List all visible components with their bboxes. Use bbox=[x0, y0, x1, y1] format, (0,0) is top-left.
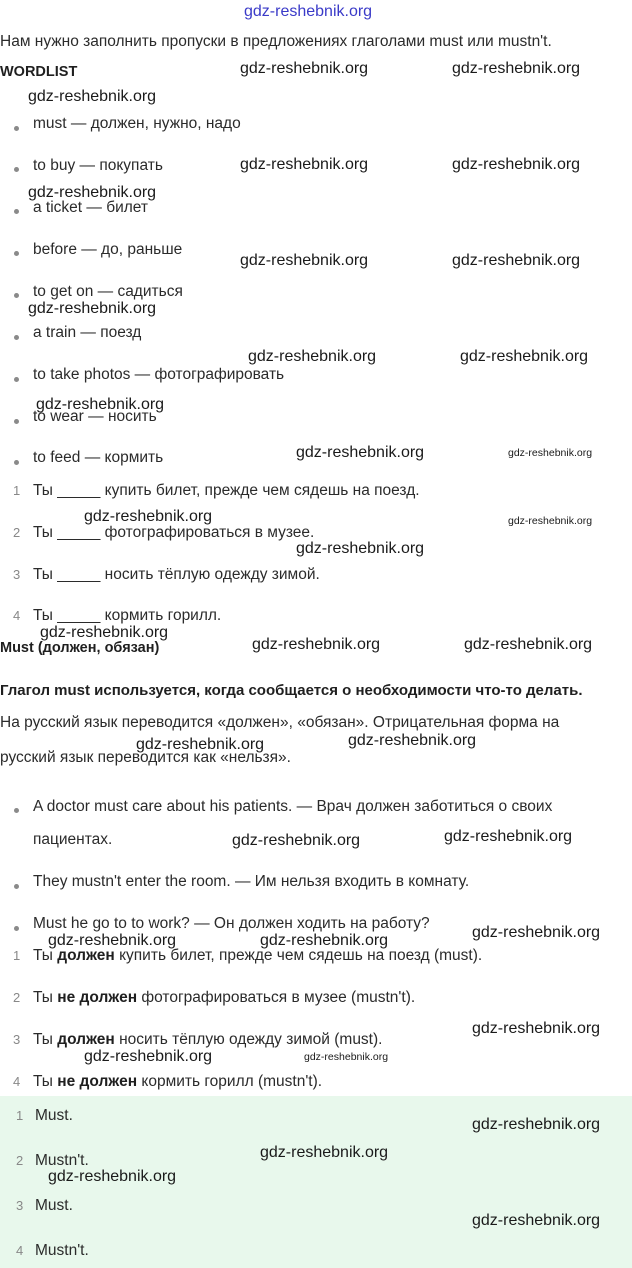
watermark: gdz-reshebnik.org bbox=[464, 636, 593, 653]
exercise-sentence: Ты _____ фотографироваться в музее. bbox=[33, 524, 315, 541]
wordlist-item: to take photos — фотографировать bbox=[33, 366, 285, 383]
bullet bbox=[14, 335, 19, 340]
watermark: gdz-reshebnik.org bbox=[232, 832, 361, 849]
watermark: gdz-reshebnik.org bbox=[28, 184, 157, 201]
rule-example: A doctor must care about his patients. — Врач должен заботиться о своих bbox=[33, 798, 553, 815]
watermark: gdz-reshebnik.org bbox=[84, 1048, 213, 1065]
bullet bbox=[14, 884, 19, 889]
rule-example: Must he go to to work? — Он должен ходить на работу? bbox=[33, 915, 430, 932]
bullet bbox=[14, 808, 19, 813]
exercise-sentence: Ты _____ кормить горилл. bbox=[33, 607, 222, 624]
solution-sentence: Ты должен купить билет, прежде чем сядешь на поезд (must). bbox=[33, 947, 483, 964]
watermark-small: gdz-reshebnik.org bbox=[304, 1051, 389, 1063]
answer-number: 2 bbox=[16, 1153, 24, 1168]
bullet bbox=[14, 251, 19, 256]
watermark-top: gdz-reshebnik.org bbox=[244, 3, 373, 20]
watermark: gdz-reshebnik.org bbox=[296, 444, 425, 461]
watermark: gdz-reshebnik.org bbox=[452, 156, 581, 173]
rule-text-line: русский язык переводится как «нельзя». bbox=[0, 749, 291, 766]
watermark: gdz-reshebnik.org bbox=[348, 732, 477, 749]
exercise-number: 1 bbox=[13, 483, 21, 498]
watermark: gdz-reshebnik.org bbox=[28, 300, 157, 317]
answer-text: Mustn't. bbox=[35, 1242, 89, 1259]
wordlist-item: must — должен, нужно, надо bbox=[33, 115, 241, 132]
watermark: gdz-reshebnik.org bbox=[240, 156, 369, 173]
rule-title: Must (должен, обязан) bbox=[0, 640, 160, 656]
solution-number: 1 bbox=[13, 948, 21, 963]
exercise-number: 2 bbox=[13, 525, 21, 540]
watermark: gdz-reshebnik.org bbox=[260, 932, 389, 949]
watermark: gdz-reshebnik.org bbox=[444, 828, 573, 845]
answer-text: Must. bbox=[35, 1197, 73, 1214]
bullet bbox=[14, 377, 19, 382]
watermark: gdz-reshebnik.org bbox=[472, 924, 601, 941]
watermark: gdz-reshebnik.org bbox=[472, 1212, 601, 1229]
exercise-sentence: Ты _____ купить билет, прежде чем сядешь на поезд. bbox=[33, 482, 420, 499]
answer-text: Mustn't. bbox=[35, 1152, 89, 1169]
solution-number: 2 bbox=[13, 990, 21, 1005]
wordlist-title: WORDLIST bbox=[0, 64, 78, 80]
watermark: gdz-reshebnik.org bbox=[48, 932, 177, 949]
solution-number: 3 bbox=[13, 1032, 21, 1047]
watermark: gdz-reshebnik.org bbox=[48, 1168, 177, 1185]
answer-number: 3 bbox=[16, 1198, 24, 1213]
answer-number: 4 bbox=[16, 1243, 24, 1258]
rule-bold-line: Глагол must используется, когда сообщается о необходимости что-то делать. bbox=[0, 682, 583, 699]
watermark-small: gdz-reshebnik.org bbox=[508, 447, 593, 459]
bullet bbox=[14, 293, 19, 298]
watermark-small: gdz-reshebnik.org bbox=[508, 515, 593, 527]
watermark: gdz-reshebnik.org bbox=[136, 736, 265, 753]
wordlist-item: to feed — кормить bbox=[33, 449, 164, 466]
solution-sentence: Ты не должен фотографироваться в музее (mustn't). bbox=[33, 989, 416, 1006]
wordlist-item: to buy — покупать bbox=[33, 157, 163, 174]
watermark: gdz-reshebnik.org bbox=[40, 624, 169, 641]
solution-sentence: Ты должен носить тёплую одежду зимой (must). bbox=[33, 1031, 383, 1048]
watermark: gdz-reshebnik.org bbox=[240, 60, 369, 77]
bullet bbox=[14, 419, 19, 424]
watermark: gdz-reshebnik.org bbox=[240, 252, 369, 269]
wordlist-item: a train — поезд bbox=[33, 324, 142, 341]
answer-number: 1 bbox=[16, 1108, 24, 1123]
bullet bbox=[14, 126, 19, 131]
watermark: gdz-reshebnik.org bbox=[248, 348, 377, 365]
wordlist-item: to get on — садиться bbox=[33, 283, 183, 300]
watermark: gdz-reshebnik.org bbox=[84, 508, 213, 525]
rule-example: They mustn't enter the room. — Им нельзя входить в комнату. bbox=[33, 873, 470, 890]
bullet bbox=[14, 167, 19, 172]
bullet bbox=[14, 209, 19, 214]
wordlist-item: before — до, раньше bbox=[33, 241, 183, 258]
exercise-number: 4 bbox=[13, 608, 21, 623]
exercise-number: 3 bbox=[13, 567, 21, 582]
watermark: gdz-reshebnik.org bbox=[452, 60, 581, 77]
intro-text: Нам нужно заполнить пропуски в предложениях глаголами must или mustn't. bbox=[0, 33, 552, 50]
answer-text: Must. bbox=[35, 1107, 73, 1124]
wordlist-item: to wear — носить bbox=[33, 408, 157, 425]
rule-text-line: На русский язык переводится «должен», «обязан». Отрицательная форма на bbox=[0, 714, 560, 731]
watermark: gdz-reshebnik.org bbox=[472, 1116, 601, 1133]
watermark: gdz-reshebnik.org bbox=[296, 540, 425, 557]
watermark: gdz-reshebnik.org bbox=[460, 348, 589, 365]
rule-example-continued: пациентах. bbox=[33, 831, 113, 848]
bullet bbox=[14, 926, 19, 931]
watermark: gdz-reshebnik.org bbox=[260, 1144, 389, 1161]
watermark: gdz-reshebnik.org bbox=[36, 396, 165, 413]
watermark: gdz-reshebnik.org bbox=[28, 88, 157, 105]
exercise-sentence: Ты _____ носить тёплую одежду зимой. bbox=[33, 566, 320, 583]
solution-sentence: Ты не должен кормить горилл (mustn't). bbox=[33, 1073, 323, 1090]
bullet bbox=[14, 460, 19, 465]
watermark: gdz-reshebnik.org bbox=[452, 252, 581, 269]
wordlist-item: a ticket — билет bbox=[33, 199, 149, 216]
watermark: gdz-reshebnik.org bbox=[472, 1020, 601, 1037]
watermark: gdz-reshebnik.org bbox=[252, 636, 381, 653]
solution-number: 4 bbox=[13, 1074, 21, 1089]
